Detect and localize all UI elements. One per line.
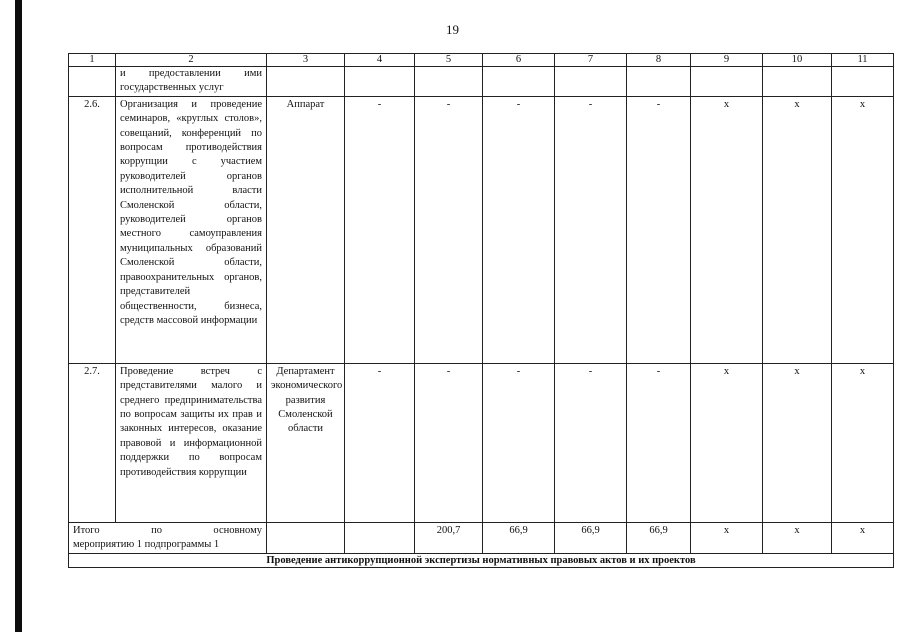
total-value: x xyxy=(832,522,894,553)
cell-value: - xyxy=(627,363,691,522)
cell-value: x xyxy=(691,96,763,363)
section-title: Проведение антикоррупционной экспертизы нормативных правовых актов и их проектов xyxy=(69,553,894,567)
cell-value: - xyxy=(627,96,691,363)
total-value: 200,7 xyxy=(415,522,483,553)
cell-value: - xyxy=(415,96,483,363)
total-value: 66,9 xyxy=(555,522,627,553)
cell-value: - xyxy=(555,363,627,522)
total-label xyxy=(69,522,267,553)
total-value: x xyxy=(691,522,763,553)
column-header: 1 xyxy=(69,54,116,67)
column-header: 8 xyxy=(627,54,691,67)
table-row-continuation xyxy=(69,67,894,97)
cell-value: - xyxy=(345,96,415,363)
total-value: 66,9 xyxy=(627,522,691,553)
cell-executor: Аппарат xyxy=(267,96,345,363)
cell-number: 2.6. xyxy=(69,96,116,363)
column-header: 7 xyxy=(555,54,627,67)
page-number: 19 xyxy=(446,22,459,37)
cell-value: - xyxy=(555,96,627,363)
cell-number: 2.7. xyxy=(69,363,116,522)
total-value: x xyxy=(763,522,832,553)
total-label-line2: мероприятию 1 подпрограммы 1 xyxy=(73,539,220,551)
column-header: 5 xyxy=(415,54,483,67)
cell-value: - xyxy=(345,363,415,522)
column-header: 4 xyxy=(345,54,415,67)
column-header: 10 xyxy=(763,54,832,67)
cell-executor: Департамент экономического развития Смоленской области xyxy=(267,363,345,522)
cell-value: x xyxy=(763,363,832,522)
cell-description: Организация и проведение семинаров, «круглых столов», совещаний, конференций по вопросам противодействия коррупции с участием руководителей органов исполнительной власти Смоленской области, руководителей органов местного самоуправления муниципальных образований Смоленской области, правоохранительных органов, представителей общественности, бизнеса, средств массовой информации xyxy=(116,96,267,363)
cell-value: - xyxy=(415,363,483,522)
cell-number xyxy=(69,67,116,97)
cell-value: x xyxy=(832,363,894,522)
section-header-row xyxy=(69,553,894,567)
total-value: 66,9 xyxy=(483,522,555,553)
cell-description: и предоставлении ими государственных услуг xyxy=(116,67,267,97)
table-row xyxy=(69,363,894,522)
cell-value: x xyxy=(763,96,832,363)
cell-value: - xyxy=(483,96,555,363)
scan-edge-bar xyxy=(15,0,22,632)
column-header: 3 xyxy=(267,54,345,67)
column-header: 2 xyxy=(116,54,267,67)
table-row xyxy=(69,96,894,363)
column-header: 6 xyxy=(483,54,555,67)
cell-description: Проведение встреч с представителями малого и среднего предпринимательства по вопросам защиты их прав и законных интересов, оказание правовой и информационной поддержки по вопросам противодействия коррупции xyxy=(116,363,267,522)
cell-value: - xyxy=(483,363,555,522)
measures-table xyxy=(68,53,894,568)
column-header-row xyxy=(69,54,894,67)
table-row-total xyxy=(69,522,894,553)
cell-value: x xyxy=(691,363,763,522)
total-label-line1: Итого по основному xyxy=(73,524,262,536)
cell-value: x xyxy=(832,96,894,363)
column-header: 9 xyxy=(691,54,763,67)
column-header: 11 xyxy=(832,54,894,67)
